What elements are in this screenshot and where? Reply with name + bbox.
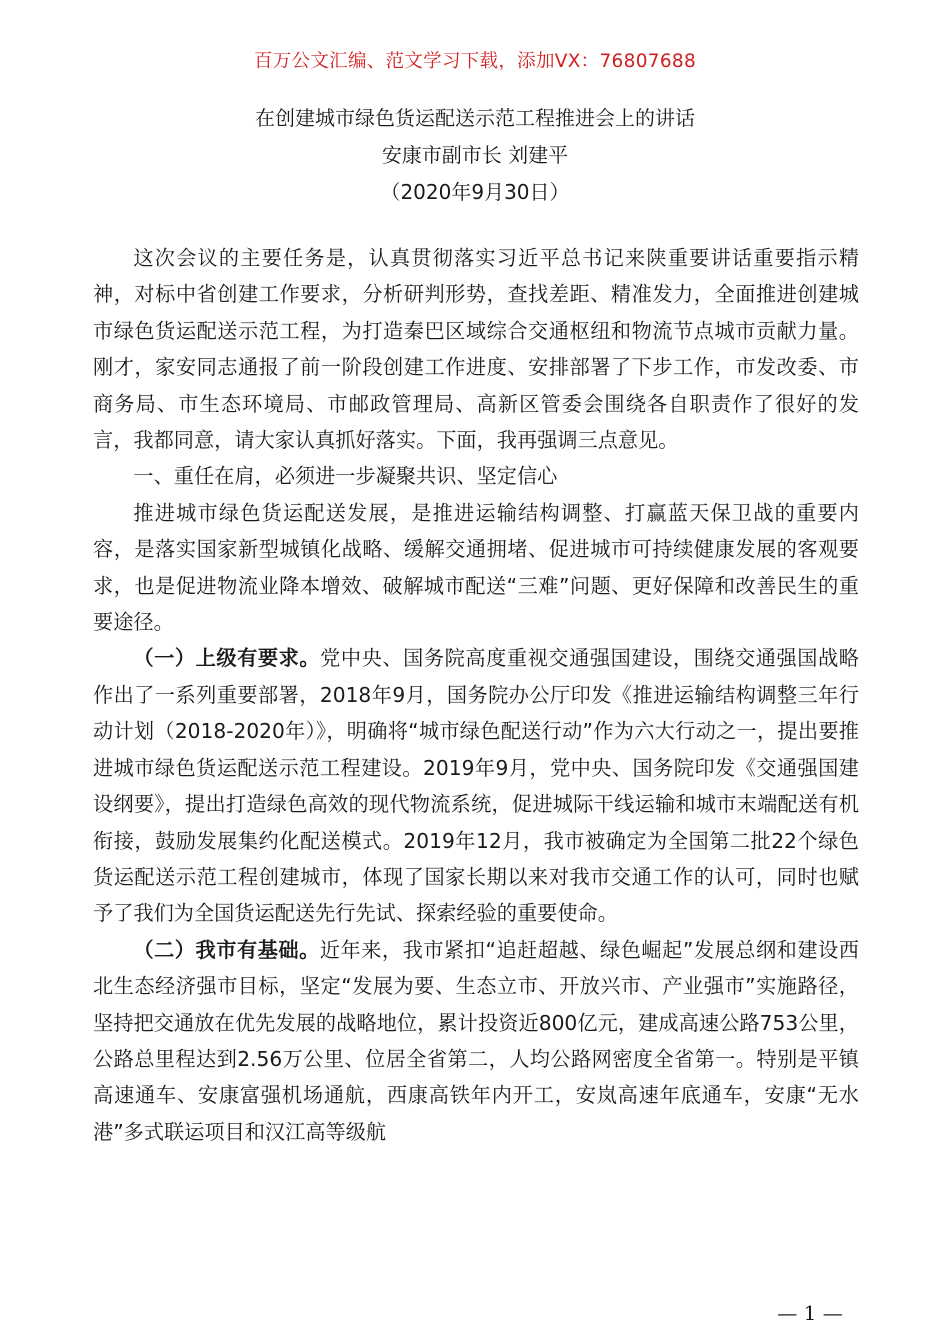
page-number: — 1 — — [777, 1301, 843, 1325]
speech-date: （2020年9月30日） — [380, 180, 570, 204]
subsection-1-heading: （一）上级有要求。 — [133, 646, 321, 671]
speech-title: 在创建城市绿色货运配送示范工程推进会上的讲话 — [255, 106, 695, 130]
section-heading-1: 一、重任在肩，必须进一步凝聚共识、坚定信心 — [133, 464, 558, 489]
watermark-text: 百万公文汇编、范文学习下载，添加VX：76807688 — [253, 51, 697, 72]
subsection-2-heading: （二）我市有基础。 — [133, 937, 320, 962]
paragraph-subsection-1 — [93, 640, 859, 931]
speaker-line: 安康市副市长 刘建平 — [381, 143, 569, 167]
title-block — [0, 100, 950, 211]
document-body — [93, 240, 859, 1150]
subsection-2-text: 近年来，我市紧扣“追赶超越、绿色崛起”发展总纲和建设西北生态经济强市目标，坚定“发展为要、生态立市、开放兴市、产业强市”实施路径，坚持把交通放在优先发展的战略地位，累计投资近800亿元，建成高速公路753公里，公路总里程达到2.56万公里、位居全省第二，人均公路网密度全省第一。特别是平镇高速通车、安康富强机场通航，西康高铁年内开工，安岚高速年底通车，安康“无水港”多式联运项目和汉江高等级航 — [93, 937, 859, 1144]
paragraph-subsection-2 — [93, 932, 859, 1150]
subsection-1-text: 党中央、国务院高度重视交通强国建设，围绕交通强国战略作出了一系列重要部署，2018年9月，国务院办公厅印发《推进运输结构调整三年行动计划（2018-2020年）》，明确将“城市绿色配送行动”作为六大行动之一，提出要推进城市绿色货运配送示范工程建设。2019年9月，党中央、国务院印发《交通强国建设纲要》，提出打造绿色高效的现代物流系统，促进城际干线运输和城市末端配送有机衔接，鼓励发展集约化配送模式。2019年12月，我市被确定为全国第二批22个绿色货运配送示范工程创建城市，体现了国家长期以来对我市交通工作的认可，同时也赋予了我们为全国货运配送先行先试、探索经验的重要使命。 — [93, 646, 859, 926]
paragraph-section-1: 推进城市绿色货运配送发展，是推进运输结构调整、打赢蓝天保卫战的重要内容，是落实国家新型城镇化战略、缓解交通拥堵、促进城市可持续健康发展的客观要求，也是促进物流业降本增效、破解城市配送“三难”问题、更好保障和改善民生的重要途径。 — [93, 500, 859, 635]
paragraph-intro: 这次会议的主要任务是，认真贯彻落实习近平总书记来陕重要讲话重要指示精神，对标中省创建工作要求，分析研判形势，查找差距、精准发力，全面推进创建城市绿色货运配送示范工程，为打造秦巴区域综合交通枢纽和物流节点城市贡献力量。刚才，家安同志通报了前一阶段创建工作进度、安排部署了下步工作，市发改委、市商务局、市生态环境局、市邮政管理局、高新区管委会围绕各自职责作了很好的发言，我都同意，请大家认真抓好落实。下面，我再强调三点意见。 — [93, 246, 859, 453]
